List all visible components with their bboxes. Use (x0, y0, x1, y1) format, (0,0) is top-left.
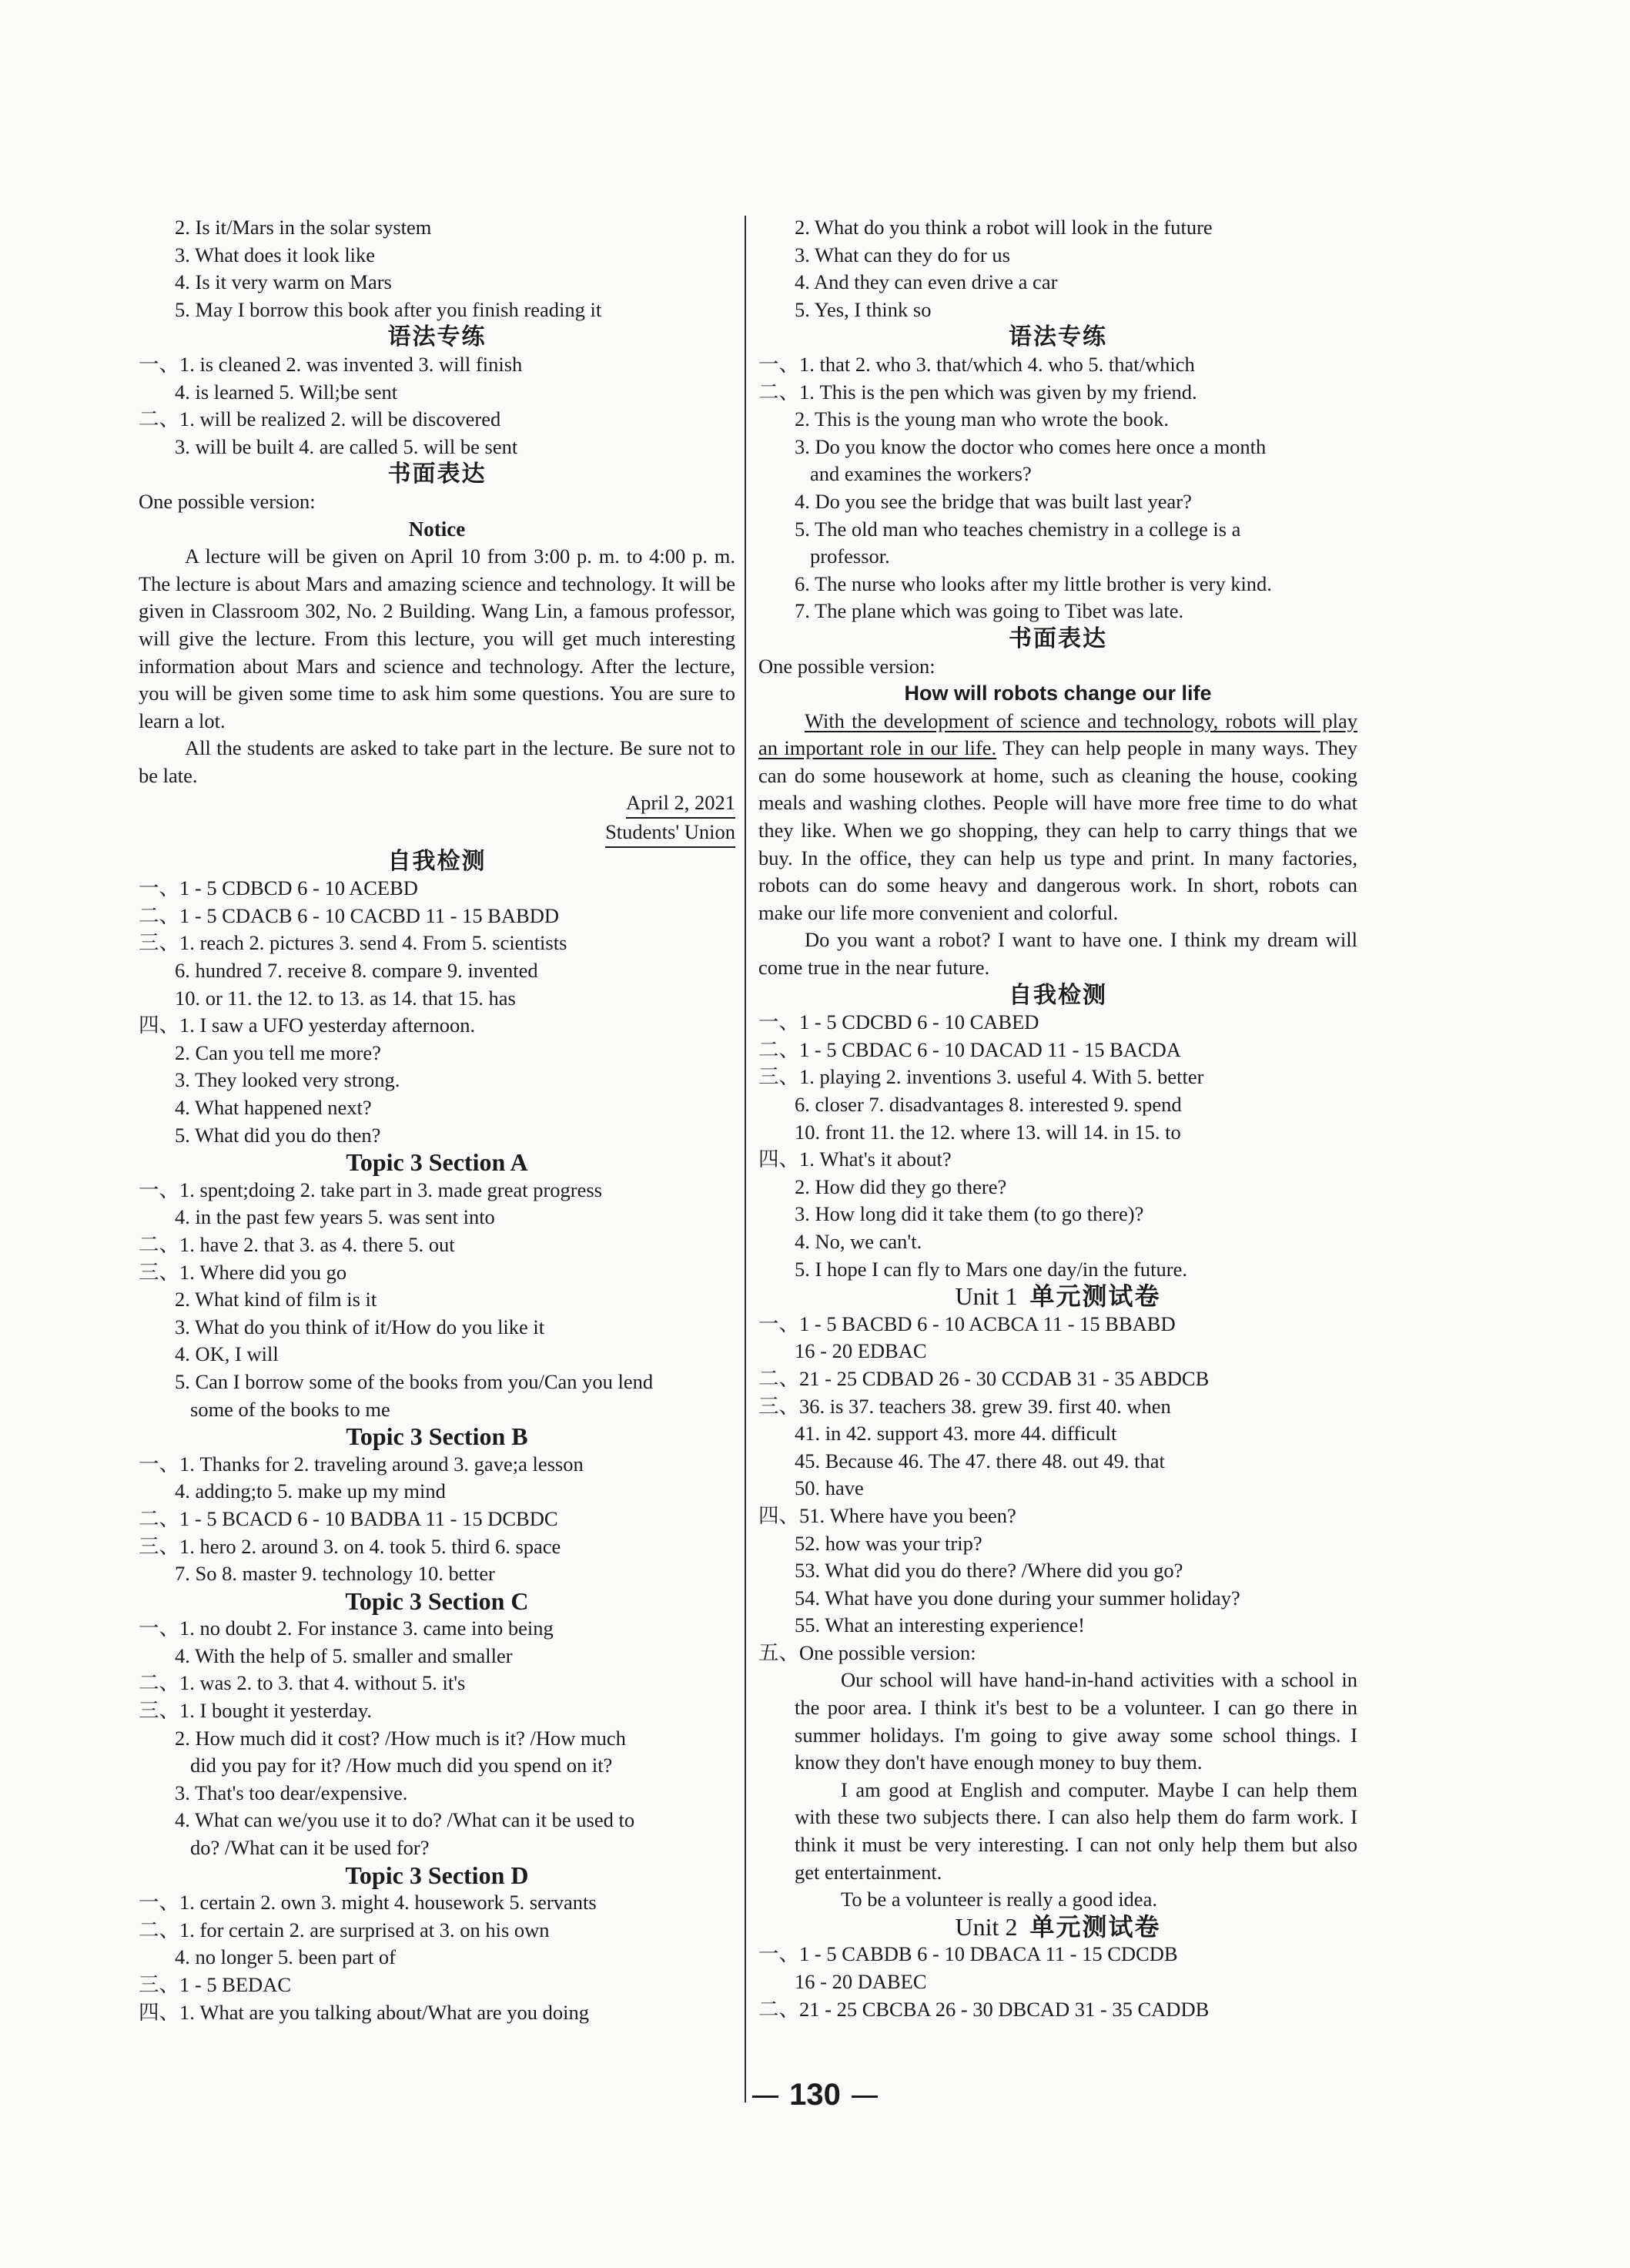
answer-line: 一、1 - 5 BACBD 6 - 10 ACBCA 11 - 15 BBABD (758, 1312, 1176, 1335)
unit1-essay-paragraph: To be a volunteer is really a good idea. (841, 1888, 1157, 1911)
section-heading-writing: 书面表达 (1009, 625, 1107, 652)
answer-line: 3. Do you know the doctor who comes here once a month (795, 434, 1267, 458)
answer-line: 一、1. certain 2. own 3. might 4. housework 5. servants (139, 1891, 597, 1915)
answer-line: 6. The nurse who looks after my little brother is very kind. (795, 571, 1272, 595)
answer-line: 二、1. was 2. to 3. that 4. without 5. it's (139, 1671, 466, 1695)
answer-line: 6. closer 7. disadvantages 8. interested 9. spend (795, 1093, 1182, 1116)
answer-line: 三、1. I bought it yesterday. (139, 1699, 372, 1723)
answer-line: 16 - 20 DABEC (795, 1970, 927, 1993)
answer-line: 五、One possible version: (758, 1640, 976, 1664)
answer-line: 4. is learned 5. Will;be sent (175, 380, 398, 404)
essay-title: How will robots change our life (904, 682, 1212, 705)
page-number (0, 2078, 1630, 2112)
notice-title: Notice (408, 517, 466, 541)
essay-paragraph: Do you want a robot? I want to have one. I think my dream will come true in the near future. (758, 928, 1357, 980)
answer-line: 16 - 20 EDBAC (795, 1339, 927, 1363)
answer-line: 10. front 11. the 12. where 13. will 14. in 15. to (795, 1120, 1181, 1144)
unit-test-label: 单元测试卷 (1029, 1911, 1161, 1941)
section-heading-unit1 (758, 1283, 1357, 1311)
answer-line: 5. Yes, I think so (795, 297, 932, 321)
answer-line: 5. May I borrow this book after you finish reading it (175, 297, 602, 321)
answer-line: 三、1. playing 2. inventions 3. useful 4. With 5. better (758, 1065, 1204, 1089)
unit1-essay-paragraph: I am good at English and computer. Maybe I can help them with these two subjects there. I can also help them do farm work. I think it must be very interesting. I can not only help them but also get entertainment. (795, 1777, 1357, 1884)
answer-line: 4. And they can even drive a car (795, 270, 1058, 294)
answer-line: 54. What have you done during your summer holiday? (795, 1586, 1240, 1610)
left-column (139, 214, 735, 2026)
answer-line: 53. What did you do there? /Where did you go? (795, 1559, 1183, 1583)
section-heading-grammar: 语法专练 (1009, 323, 1107, 351)
answer-line: did you pay for it? /How much did you spend on it? (190, 1754, 613, 1777)
page-number-text: 130 (789, 2078, 841, 2112)
answer-line: 二、1. will be realized 2. will be discovered (139, 407, 501, 431)
answer-line: 二、1. for certain 2. are surprised at 3. on his own (139, 1918, 550, 1941)
section-heading-writing: 书面表达 (387, 461, 487, 488)
answer-line: 二、21 - 25 CDBAD 26 - 30 CCDAB 31 - 35 ABDCB (758, 1366, 1210, 1390)
answer-line: 41. in 42. support 43. more 44. difficult (795, 1422, 1117, 1446)
answer-line: 55. What an interesting experience! (795, 1613, 1085, 1637)
answer-line: 2. What kind of film is it (175, 1288, 377, 1312)
answer-line: 三、1. Where did you go (139, 1260, 347, 1284)
unit-label: Unit 2 (955, 1912, 1018, 1941)
answer-line: 6. hundred 7. receive 8. compare 9. invented (175, 959, 538, 983)
notice-date (139, 789, 735, 819)
answer-line: 四、51. Where have you been? (758, 1503, 1016, 1527)
answer-line: 4. No, we can't. (795, 1229, 922, 1253)
section-heading-selftest: 自我检测 (387, 847, 487, 875)
page-number-dash (752, 2095, 778, 2098)
answer-line: 三、36. is 37. teachers 38. grew 39. first 40. when (758, 1394, 1171, 1418)
answer-line: 三、1. reach 2. pictures 3. send 4. From 5. scientists (139, 931, 567, 955)
section-heading-topic3-d: Topic 3 Section D (345, 1861, 529, 1889)
answer-line: 一、1 - 5 CABDB 6 - 10 DBACA 11 - 15 CDCDB (758, 1942, 1178, 1966)
answer-line: 5. The old man who teaches chemistry in a college is a (795, 517, 1241, 541)
notice-signature (139, 819, 735, 848)
answer-line: 3. What do you think of it/How do you like it (175, 1315, 545, 1338)
answer-line: 3. What does it look like (175, 243, 376, 266)
answer-line: 二、1 - 5 CDACB 6 - 10 CACBD 11 - 15 BABDD (139, 903, 559, 927)
answer-line: 4. adding;to 5. make up my mind (175, 1479, 446, 1503)
answer-line: 3. They looked very strong. (175, 1068, 400, 1092)
answer-line: 4. With the help of 5. smaller and smaller (175, 1643, 513, 1667)
answer-line: 一、1. no doubt 2. For instance 3. came into being (139, 1616, 554, 1640)
answer-line: some of the books to me (190, 1397, 390, 1421)
answer-line: 5. Can I borrow some of the books from you/Can you lend (175, 1369, 654, 1393)
answer-line: 4. Do you see the bridge that was built last year? (795, 489, 1192, 513)
answer-line: 45. Because 46. The 47. there 48. out 49. that (795, 1449, 1165, 1472)
answer-line: 2. This is the young man who wrote the book. (795, 407, 1170, 431)
answer-line: 一、1 - 5 CDBCD 6 - 10 ACEBD (139, 876, 418, 900)
answer-line: and examines the workers? (810, 462, 1032, 486)
answer-line: professor. (810, 544, 890, 568)
section-heading-topic3-a: Topic 3 Section A (346, 1148, 528, 1177)
answer-line: 二、1. have 2. that 3. as 4. there 5. out (139, 1232, 455, 1256)
answer-line: 2. Can you tell me more? (175, 1040, 381, 1064)
answer-line: 二、21 - 25 CBCBA 26 - 30 DBCAD 31 - 35 CADDB (758, 1997, 1210, 2021)
answer-line: 50. have (795, 1476, 864, 1500)
answer-line: do? /What can it be used for? (190, 1836, 430, 1860)
answer-line: 2. How did they go there? (795, 1174, 1007, 1198)
answer-line: 一、1. is cleaned 2. was invented 3. will finish (139, 352, 523, 376)
answer-line: 2. How much did it cost? /How much is it? /How much (175, 1726, 626, 1750)
answer-line: 7. So 8. master 9. technology 10. better (175, 1562, 495, 1586)
notice-body: All the students are asked to take part in the lecture. Be sure not to be late. (139, 736, 735, 787)
section-heading-topic3-c: Topic 3 Section C (345, 1586, 529, 1615)
essay-body: They can help people in many ways. They can do some housework at home, such as cleaning the house, cooking meals and washing clothes. People will have more free time to do what they like. When we go shopping, they can help to carry things that we buy. In the office, they can help us type and print. In many factories, robots can do some heavy and dangerous work. In short, robots can make our life more convenient and colorful. (758, 736, 1357, 924)
answer-line: 2. What do you think a robot will look in the future (795, 216, 1213, 239)
answer-line: 5. I hope I can fly to Mars one day/in the future. (795, 1257, 1187, 1281)
answer-line: 四、1. I saw a UFO yesterday afternoon. (139, 1013, 476, 1037)
column-divider (745, 216, 746, 2102)
answer-line: 四、1. What's it about? (758, 1147, 952, 1171)
answer-line: 3. That's too dear/expensive. (175, 1781, 408, 1804)
unit1-essay-paragraph: Our school will have hand-in-hand activities with a school in the poor area. I think it's best to be a volunteer. I can go there in summer holidays. I'm going to give away some school things. I know they don't have enough money to buy them. (795, 1668, 1357, 1774)
answer-line: 一、1. spent;doing 2. take part in 3. made great progress (139, 1178, 602, 1201)
essay-topic-sentence: With the development of science and technology, robots will play an important role in our life. (758, 709, 1357, 760)
page-number-dash (852, 2095, 878, 2098)
answer-line: 4. What happened next? (175, 1096, 372, 1119)
section-heading-grammar: 语法专练 (387, 323, 487, 351)
answer-line: 4. OK, I will (175, 1342, 279, 1366)
answer-line: 10. or 11. the 12. to 13. as 14. that 15. has (175, 986, 516, 1010)
answer-line: 3. What can they do for us (795, 243, 1010, 266)
notice-date-text: April 2, 2021 (626, 789, 735, 819)
right-column (758, 214, 1357, 2023)
writing-intro: One possible version: (758, 654, 935, 678)
unit-test-label: 单元测试卷 (1029, 1281, 1161, 1312)
notice-signature-text: Students' Union (605, 819, 735, 848)
answer-line: 4. Is it very warm on Mars (175, 270, 392, 294)
answer-line: 4. What can we/you use it to do? /What can it be used to (175, 1808, 635, 1832)
answer-line: 三、1 - 5 BEDAC (139, 1973, 292, 1996)
answer-line: 一、1 - 5 CDCBD 6 - 10 CABED (758, 1010, 1039, 1034)
answer-line: 4. in the past few years 5. was sent into (175, 1205, 495, 1229)
answer-line: 52. how was your trip? (795, 1531, 982, 1555)
answer-line: 一、1. Thanks for 2. traveling around 3. gave;a lesson (139, 1452, 584, 1476)
answer-line: 一、1. that 2. who 3. that/which 4. who 5. that/which (758, 352, 1195, 376)
writing-intro: One possible version: (139, 489, 316, 513)
answer-line: 二、1. This is the pen which was given by my friend. (758, 380, 1197, 404)
unit-label: Unit 1 (955, 1282, 1018, 1311)
answer-line: 3. will be built 4. are called 5. will be sent (175, 434, 518, 458)
essay-paragraph (758, 708, 1357, 927)
section-heading-selftest: 自我检测 (1009, 981, 1107, 1009)
answer-line: 2. Is it/Mars in the solar system (175, 216, 432, 239)
section-heading-topic3-b: Topic 3 Section B (346, 1422, 528, 1451)
answer-line: 4. no longer 5. been part of (175, 1945, 396, 1969)
answer-line: 二、1 - 5 BCACD 6 - 10 BADBA 11 - 15 DCBDC (139, 1506, 558, 1530)
section-heading-unit2 (758, 1911, 1357, 1941)
answer-line: 四、1. What are you talking about/What are you doing (139, 2000, 590, 2024)
answer-line: 3. How long did it take them (to go there)? (795, 1202, 1144, 1226)
answer-line: 二、1 - 5 CBDAC 6 - 10 DACAD 11 - 15 BACDA (758, 1037, 1181, 1061)
answer-line: 7. The plane which was going to Tibet was late. (795, 599, 1184, 623)
answer-line: 三、1. hero 2. around 3. on 4. took 5. third 6. space (139, 1534, 561, 1558)
answer-line: 5. What did you do then? (175, 1123, 381, 1147)
notice-body: A lecture will be given on April 10 from 3:00 p. m. to 4:00 p. m. The lecture is about Mars and amazing science and technology. It will be given in Classroom 302, No. 2 Building. Wang Lin, a famous professor, will give the lecture. From this lecture, you will get much interesting information about Mars and science and technology. After the lecture, you will be given some time to ask him some questions. You are sure to learn a lot. (139, 544, 735, 732)
